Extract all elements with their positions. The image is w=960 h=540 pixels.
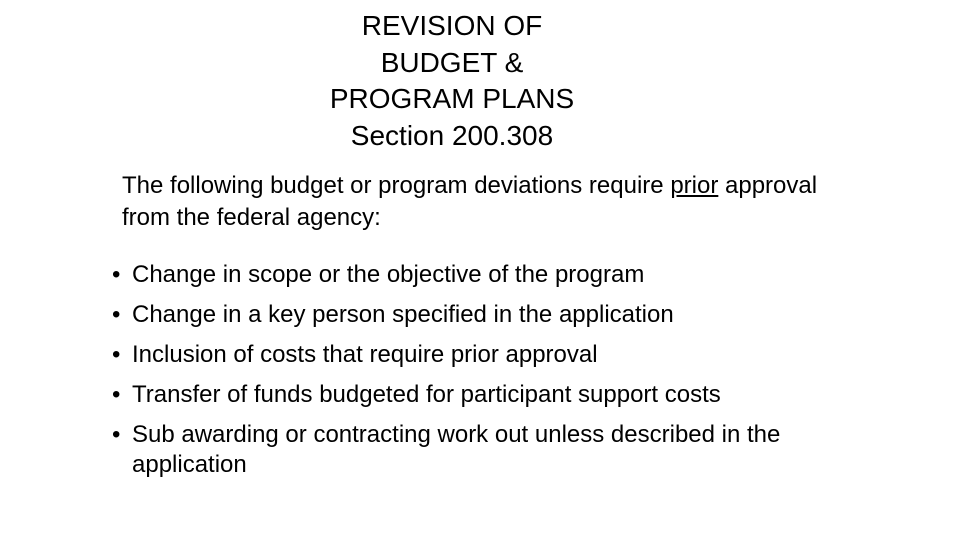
list-item (112, 380, 872, 410)
list-item-text: Change in a key person specified in the application (132, 301, 674, 328)
title-line: PROGRAM PLANS (329, 83, 575, 114)
intro-text-before: The following budget or program deviations require (122, 172, 671, 199)
intro-paragraph (122, 170, 862, 234)
bullet-marker: • (112, 341, 121, 368)
title-line: BUDGET & (380, 46, 524, 78)
bullet-marker: • (112, 261, 121, 288)
list-item (112, 300, 872, 330)
list-item (112, 420, 872, 480)
bullet-marker: • (112, 421, 121, 448)
bullet-marker: • (112, 381, 121, 408)
list-item-text: Inclusion of costs that require prior approval (132, 341, 598, 368)
list-item-text: Change in scope or the objective of the program (132, 261, 645, 288)
title-line: REVISION OF (361, 10, 543, 41)
list-item (112, 340, 872, 370)
deviation-list (112, 260, 872, 490)
intro-emphasis-prior: prior (670, 172, 719, 199)
title-line: Section 200.308 (350, 119, 554, 151)
list-item-text: Sub awarding or contracting work out unless described in the application (132, 421, 781, 478)
bullet-marker: • (112, 301, 121, 328)
list-item (112, 260, 872, 290)
intro-text-after: approval from the federal agency: (122, 172, 818, 231)
list-item-text: Transfer of funds budgeted for participant support costs (132, 381, 721, 408)
slide-title (252, 8, 652, 154)
